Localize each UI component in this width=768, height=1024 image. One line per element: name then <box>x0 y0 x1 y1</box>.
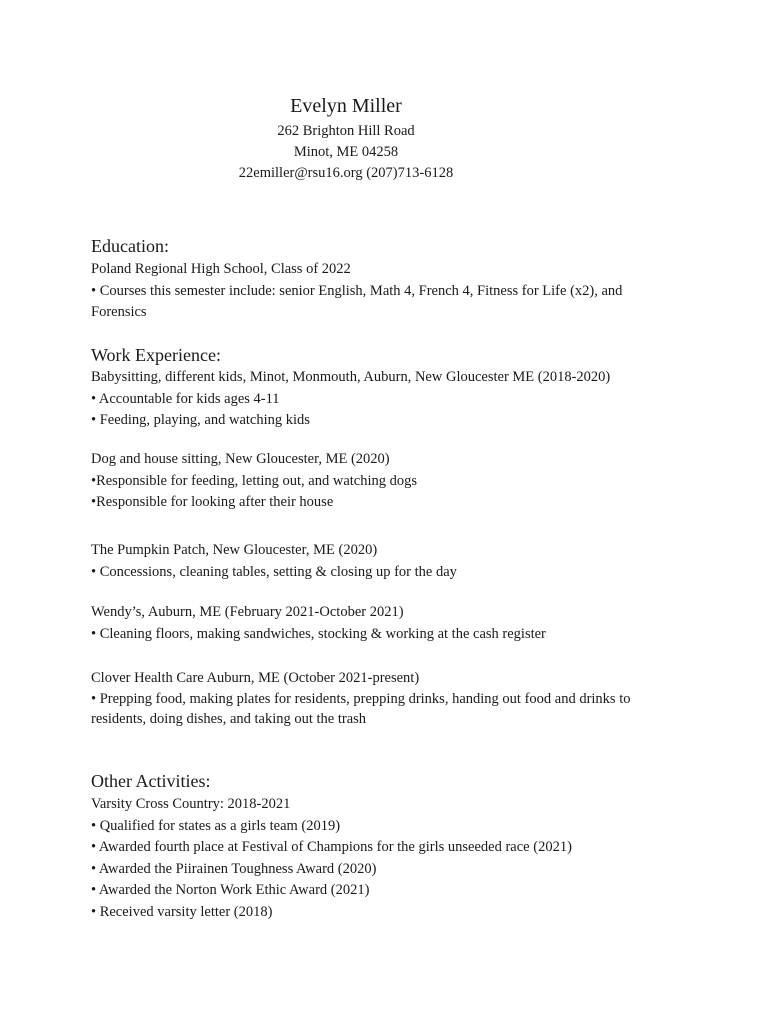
job-bullet: • Prepping food, making plates for residents, prepping drinks, handing out food and drinks to residents, doing dishes, and taking out the trash <box>91 690 631 727</box>
education-title: Education: <box>91 236 169 256</box>
street-address: 262 Brighton Hill Road <box>277 123 415 139</box>
activity-bullet: • Awarded the Piirainen Toughness Award (2020) <box>91 860 377 877</box>
activity-bullet: • Qualified for states as a girls team (2019) <box>91 817 341 834</box>
applicant-name: Evelyn Miller <box>290 95 402 117</box>
activity-heading: Varsity Cross Country: 2018-2021 <box>91 796 291 812</box>
job-bullet: • Accountable for kids ages 4-11 <box>91 390 280 407</box>
activity-bullet: • Awarded the Norton Work Ethic Award (2021) <box>91 882 370 898</box>
job-entry <box>91 449 681 514</box>
job-entry <box>91 367 681 432</box>
job-heading: Dog and house sitting, New Gloucester, ME (2020) <box>91 451 390 467</box>
job-heading: Babysitting, different kids, Minot, Monmouth, Auburn, New Gloucester ME (2018-2020) <box>91 369 611 385</box>
contact-info: 22emiller@rsu16.org (207)713-6128 <box>238 165 454 181</box>
work-title: Work Experience: <box>91 345 221 365</box>
city-state-zip: Minot, ME 04258 <box>293 144 399 160</box>
job-bullet: •Responsible for looking after their house <box>91 494 334 510</box>
resume-header <box>0 93 692 184</box>
education-block <box>91 259 681 324</box>
job-heading: The Pumpkin Patch, New Gloucester, ME (2020) <box>91 542 378 558</box>
job-bullet: • Cleaning floors, making sandwiches, stocking & working at the cash register <box>91 625 546 642</box>
job-entry <box>91 540 681 583</box>
job-heading: Clover Health Care Auburn, ME (October 2021-present) <box>91 670 420 686</box>
education-bullet: • Courses this semester include: senior English, Math 4, French 4, Fitness for Life (x2), and Forensics <box>91 282 623 320</box>
job-bullet: • Concessions, cleaning tables, setting & closing up for the day <box>91 563 457 580</box>
school-line: Poland Regional High School, Class of 2022 <box>91 261 351 277</box>
activity-bullet: • Awarded fourth place at Festival of Champions for the girls unseeded race (2021) <box>91 839 572 855</box>
job-heading: Wendy’s, Auburn, ME (February 2021-October 2021) <box>91 604 404 620</box>
job-bullet: • Feeding, playing, and watching kids <box>91 412 310 428</box>
activity-bullet: • Received varsity letter (2018) <box>91 903 273 920</box>
job-entry <box>91 668 681 730</box>
job-bullet: •Responsible for feeding, letting out, and watching dogs <box>91 472 418 489</box>
job-entry <box>91 602 681 645</box>
activities-block <box>91 794 681 923</box>
activities-title: Other Activities: <box>91 771 211 791</box>
